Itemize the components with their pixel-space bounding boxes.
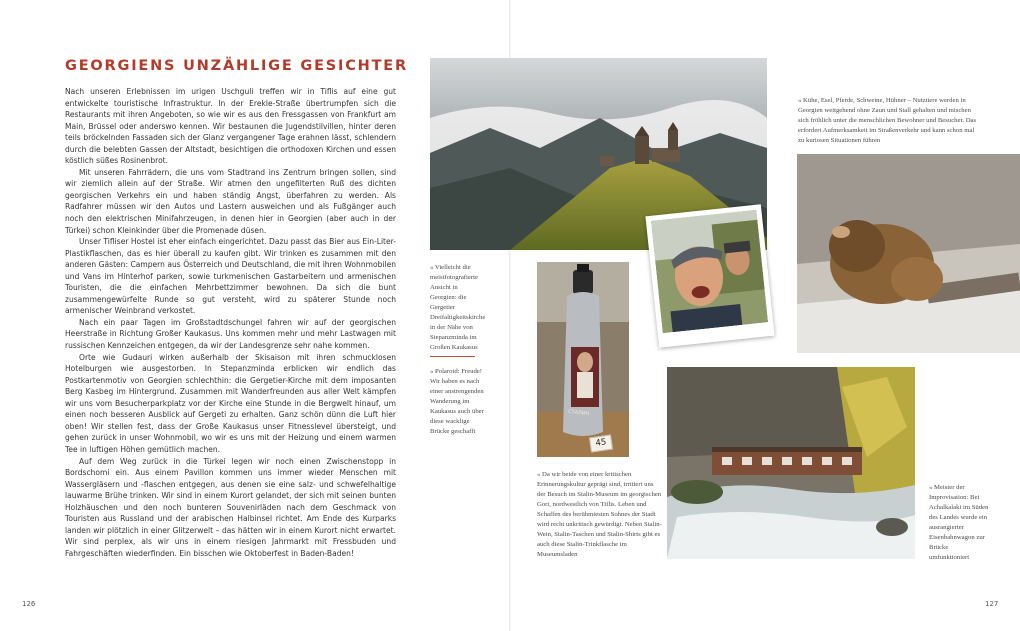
caption-animals: « Kühe, Esel, Pferde, Schweine, Hühner – Nutztiere werden in Georgien weitgehend ohne Zaun und Stall gehalten und mischen sich fröhlich unter die menschlichen Bewohner und Besucher. Das erfordert Aufmerksamkeit im Straßenverkehr und kann schon mal zu kuriosen Situationen führen	[798, 97, 977, 144]
wagon-bridge-photo	[667, 367, 915, 559]
caption-polaroid: « Polaroid: Freude! Wir haben es nach einer anstrengenden Wanderung im Kaukasus auch über diese wacklige Brücke geschafft	[430, 368, 484, 435]
cow-photo	[797, 154, 1020, 353]
page-number-right: 127	[985, 600, 999, 608]
caption-bridge: « Meister der Improvisation: Bei Achalkalaki im Süden des Landes wurde ein ausrangierter Eisenbahnwagon zur Brücke umfunktioniert	[929, 484, 989, 561]
article-body	[65, 86, 396, 559]
body-paragraph: Orte wie Gudauri wirken außerhalb der Skisaison mit ihren schmucklosen Hotelburgen wie ausgestorben. In Stepanzminda erblicken wir endlich das Postkartenmotiv von Georgien schlechthin: die Gergetier-Kirche mit dem imposanten Berg Kasbeg im Hintergrund. Zusammen mit Wanderfreunden aus aller Welt kämpfen wir uns vom Besucherparkplatz vor der Kirche eine Stunde in die Bergwelt hinauf, um einen noch besseren Ausblick auf Gergeti zu erhalten. Ganz schön dünn die Luft hier oben! Wir stellen fest, dass der Große Kaukasus unser Fitnesslevel übersteigt, und gehen zurück in unser Wohnmobil, wo wir es uns mit der Heizung und einem warmen Tee in luftigen Höhen gemütlich machen.	[65, 352, 396, 454]
page-number-left: 126	[22, 600, 36, 608]
caption-church: « Vielleicht die meistfotografierte Ansicht in Georgien: die Gergetier Dreifaltigkeitskirche in der Nähe von Stepanzminda im Großen Kaukasus	[430, 264, 486, 351]
body-paragraph: Nach unseren Erlebnissen im urigen Uschguli treffen wir in Tiflis auf eine gut entwickelte touristische Infrastruktur. In der Erekle-Straße übertrumpfen sich die Restaurants mit ihren Angeboten, so wie wir es aus den Fressgassen von Frankfurt am Main, Brüssel oder anderswo kennen. Wir bestaunen die Jugendstilvillen, hinter deren teils bröckelnden Fassaden sich der Glanz vergangener Tage erahnen lässt, schlendern durch die belebten Gassen der Altstadt, besichtigen die orthodoxen Kirchen und essen köstlich süßes Rosinenbrot.	[65, 87, 396, 166]
polaroid-photo	[645, 204, 774, 347]
body-paragraph: Auf dem Weg zurück in die Türkei legen wir noch einen Zwischenstopp in Bordschomi ein. Aus einem Pavillon kommen uns immer wieder Menschen mit Wassergläsern und -flaschen entgegen, aus denen sie eine salz- und schwefelhaltige lauwarme Brühe trinken. Wir sind in einem Kurort gelandet, der sich mit seinen bunten Holzhäuschen und den noch bunteren Souvenirläden nach dem Geschmack von Touristen aus Russland und der arabischen Halbinsel richtet. Am Ende des Kurparks landen wir plötzlich in einer Glitzerwelt – das hätten wir in einem Kurort nicht erwartet. Wir sind perplex, als wir uns in einem riesigen Jahrmarkt mit Fressbuden und Fahrgeschäften wiederfinden. Ein bisschen wie Oktoberfest in Baden-Baden!	[65, 456, 396, 558]
body-paragraph: Nach ein paar Tagen im Großstadtdschungel fahren wir auf der georgischen Heerstraße in Richtung Großer Kaukasus. Uns kommen mehr und mehr Lastwagen mit russischen Kennzeichen entgegen, da wir der Landesgrenze sehr nahe kommen.	[65, 317, 396, 351]
article-title: GEORGIENS UNZÄHLIGE GESICHTER	[65, 58, 408, 74]
body-paragraph: Mit unseren Fahrrädern, die uns vom Stadtrand ins Zentrum bringen sollen, sind wir ziemlich allein auf der Straße. Wir atmen den ungefilterten Ruß des dichten georgischen Verkehrs ein und haben ständig Angst, überfahren zu werden. Als Radfahrer müssen wir den Autos und Lastern ausweichen und als Fußgänger auch noch den elektrischen Minifahrzeugen, in denen hier in Georgien (aber auch in der Türkei) schon Kleinkinder über die Promenade düsen.	[65, 167, 396, 235]
caption-bottle: « Da wir beide von einer kritischen Erinnerungskultur geprägt sind, irritiert uns der Besuch im Stalin-Museum im georgischen Gori, nordwestlich von Tiflis. Leben und Schaffen des berühmtesten Sohnes der Stadt wird recht unkritisch gewürdigt. Neben Stalin-Wein, Stalin-Taschen und Stalin-Shirts gibt es auch diese Stalin-Trinkflasche im Museumsladen	[537, 471, 662, 558]
caption-divider	[430, 356, 475, 357]
bottle-print: СТАЛИН	[567, 408, 590, 418]
body-paragraph: Unser Tifliser Hostel ist eher einfach eingerichtet. Dazu passt das Bier aus Ein-Liter-Plastikflaschen, das es hier überall zu kaufen gibt. Wir trinken es zusammen mit den anderen Gästen: Campern aus Österreich und Deutschland, die mit ihren Wohnmobilen und Vans im Hinterhof parken, sowie turkmenischen Gastarbeitern und armenischen Touristen, die die einfachen Mehrbettzimmer bewohnen. Da sich die bunt zusammengewürfelte Runde so gut versteht, wird zu späterer Stunde noch armenischer Weinbrand verkostet.	[65, 237, 396, 316]
stalin-bottle-photo	[537, 262, 629, 457]
bottle-price-tag: 45	[589, 435, 613, 453]
